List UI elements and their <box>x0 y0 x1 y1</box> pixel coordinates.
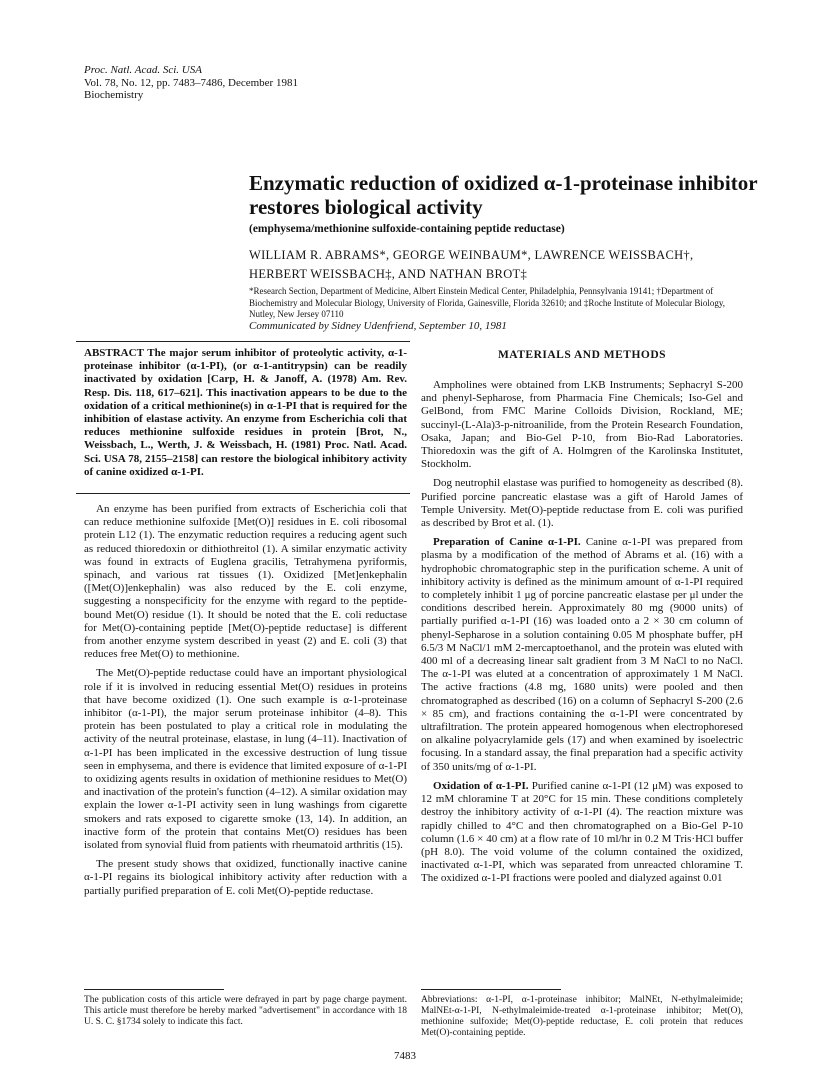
body-paragraph <box>421 379 743 471</box>
body-paragraph: The Met(O)-peptide reductase could have an important physiological role if it is involved in reducing essential Met(O) residues in proteins that have become oxidized (1). One such example is α-1-proteinase inhibitor (α-1-PI), the major serum proteinase inhibitor (4–8). This protein has been postulated to play a critical role in modulating the activity of the neutral proteinase, elastase, in lung (4–11). Inactivation of α-1-PI has been implicated in the excessive destruction of lung tissue seen in emphysema, and there is evidence that limited exposure of α-1-PI to oxidizing agents results in oxidation of methionine residues to Met(O) and inactivation of the protein's function (4–12). A similar oxidation may explain the lower α-1-PI activity seen in lung washings from cigarette smokers and rats exposed to cigarette smoke (13, 14). In addition, an inactive form of the protein that contains Met(O) residues has been isolated from synovial fluid from patients with rheumatoid arthritis (15). <box>84 667 407 852</box>
footnote-rule-left <box>84 989 224 990</box>
journal-name: Proc. Natl. Acad. Sci. USA <box>84 64 202 76</box>
author-list: WILLIAM R. ABRAMS*, GEORGE WEINBAUM*, LAWRENCE WEISSBACH†, HERBERT WEISSBACH‡, AND NATHAN BROT‡ <box>249 248 694 281</box>
journal-header <box>84 64 298 102</box>
body-paragraph: An enzyme has been purified from extracts of Escherichia coli that can reduce methionine sulfoxide [Met(O)] residues in E. coli ribosomal protein L12 (1). The enzymatic reduction requires a reducing agent such as reduced thioredoxin or dithiothreitol (1). A similar enzymatic activity was found in extracts of Euglena gracilis, Tetrahymena pyriformis, spinach, and various rat tissues (1). Oxidized [Met]enkephalin ([Met(O)]enkephalin) was also reduced by the E. coli enzyme, suggesting a nonspecificity for the enzyme with regard to the peptide-bound Met(O) residue (1). It should be noted that the E. coli reductase for Met(O)-containing peptide [Met(O)-peptide reductase] is different from another enzyme system described in yeast (2) and E. coli (3) that reduces free Met(O) to methionine. <box>84 503 407 661</box>
section-heading-methods: MATERIALS AND METHODS <box>497 349 667 361</box>
article-title: Enzymatic reduction of oxidized α-1-proteinase inhibitor restores biological activity <box>249 171 758 219</box>
publication-cost-footnote: The publication costs of this article were defrayed in part by page charge payment. This article must therefore be hereby marked "advertisement" in accordance with 18 U. S. C. §1734 solely to indicate this fact. <box>84 995 407 1027</box>
article-keywords: (emphysema/methionine sulfoxide-containing peptide reductase) <box>249 223 565 235</box>
journal-volume: Vol. 78, No. 12, pp. 7483–7486, December 1981 <box>84 76 298 89</box>
author-affiliations: *Research Section, Department of Medicine, Albert Einstein Medical Center, Philadelphia, Pennsylvania 19141; †Department of Biochemistry and Molecular Biology, University of Florida, Gainesville, Florida 32610; and ‡Roche Institute of Molecular Biology, Nutley, New Jersey 07110 <box>249 286 726 319</box>
body-paragraph <box>421 536 743 774</box>
paragraph-text: Purified canine α-1-PI (12 μM) was exposed to 12 mM chloramine T at 20°C for 15 min. These conditions completely destroy the inhibitory activity of α-1-PI (4). The reaction mixture was rapidly chilled to 4°C and then chromatographed on a Bio-Gel P-10 column (1.6 × 40 cm) at a flow rate of 10 ml/hr in 0.2 M Tris·HCl buffer (pH 8.0). The void volume of the column contained the oxidized, inactivated α-1-PI, which was separated from unreacted chloramine T. The oxidized α-1-PI fractions were pooled and dialyzed against 0.01 <box>421 779 743 885</box>
communicated-by: Communicated by Sidney Udenfriend, September 10, 1981 <box>249 320 507 332</box>
paragraph-text: Dog neutrophil elastase was purified to homogeneity as described (8). Purified porcine pancreatic elastase was a gift of Harold James of Temple University. Met(O)-peptide reductase from E. coli was purified as described by Brot et al. (1). <box>421 477 743 530</box>
page-number: 7483 <box>394 1050 416 1062</box>
paragraph-text: Ampholines were obtained from LKB Instruments; Sephacryl S-200 and phenyl-Sepharose, from Pharmacia Fine Chemicals; Iso-Gel and GelBond, from FMC Marine Colloids Division, Rockland, ME; succinyl-(L-Ala)3-p-nitroanilide, from the Protein Research Foundation, Osaka, Japan; and Bio-Gel P-10, from Bio-Rad Laboratories. Thioredoxin was the gift of A. Holmgren of the Karolinska Institutet, Stockholm. <box>421 379 743 471</box>
paragraph-runin-heading: Oxidation of α-1-PI. <box>433 779 529 792</box>
body-paragraph <box>421 477 743 530</box>
abbreviations-footnote: Abbreviations: α-1-PI, α-1-proteinase inhibitor; MalNEt, N-ethylmaleimide; MalNEt-α-1-PI, N-ethylmaleimide-treated α-1-proteinase inhibitor; Met(O), methionine sulfoxide; Met(O)-peptide reductase, E. coli protein that reduces Met(O)-containing peptide. <box>421 995 743 1038</box>
abstract-bottom-rule <box>76 493 410 494</box>
paragraph-text: Canine α-1-PI was prepared from plasma by a modification of the method of Abrams et al. (16) with a hydrophobic chromatographic step in the purification scheme. A unit of inhibitory activity is defined as the minimum amount of α-1-PI required to completely inhibit 1 μg of porcine pancreatic elastase per μl under the conditions described herein. Approximately 80 mg (9000 units) of partially purified α-1-PI (16) was loaded onto a 2 × 30 cm column of phenyl-Sepharose in a solution containing 0.05 M phosphate buffer, pH 6.5/3 M NaCl/1 mM 2-mercaptoethanol, and the protein was eluted with 400 ml of a decreasing linear salt gradient from 3 M NaCl to no NaCl. The α-1-PI was eluted at a concentration of approximately 1 M NaCl. The active fractions (4.8 mg, 1680 units) were pooled and then chromatographed as described (16) on a column of Sephacryl S-200 (2.6 × 85 cm), and fractions containing the α-1-PI were concentrated by ultrafiltration. The protein appeared homogenous when electrophoresed on alkaline polyacrylamide gels (17) and when examined by isoelectric focusing. In a standard assay, the final preparation had a specific activity of 350 units/mg of α-1-PI. <box>421 536 743 773</box>
right-column-body <box>421 379 743 886</box>
paragraph-runin-heading: Preparation of Canine α-1-PI. <box>433 536 581 549</box>
body-paragraph: The present study shows that oxidized, functionally inactive canine α-1-PI regains its biological inhibitory activity after reduction with a partially purified preparation of E. coli Met(O)-peptide reductase. <box>84 858 407 897</box>
journal-section: Biochemistry <box>84 89 144 101</box>
left-column-body <box>84 503 407 898</box>
body-paragraph <box>421 780 743 886</box>
abstract-top-rule <box>76 341 410 342</box>
footnote-rule-right <box>421 989 561 990</box>
abstract: ABSTRACT The major serum inhibitor of proteolytic activity, α-1-proteinase inhibitor (α-1-PI), (or α-1-antitrypsin) can be readily inactivated by oxidation [Carp, H. & Janoff, A. (1978) Am. Rev. Resp. Dis. 118, 617–621]. This inactivation appears to be due to the oxidation of a critical methionine(s) in α-1-PI that is required for the inhibition of elastase activity. An enzyme from Escherichia coli that reduces methionine sulfoxide residues in protein [Brot, N., Weissbach, L., Werth, J. & Weissbach, H. (1981) Proc. Natl. Acad. Sci. USA 78, 2155–2158] can restore the biological inhibitory activity of canine oxidized α-1-PI. <box>84 347 407 478</box>
